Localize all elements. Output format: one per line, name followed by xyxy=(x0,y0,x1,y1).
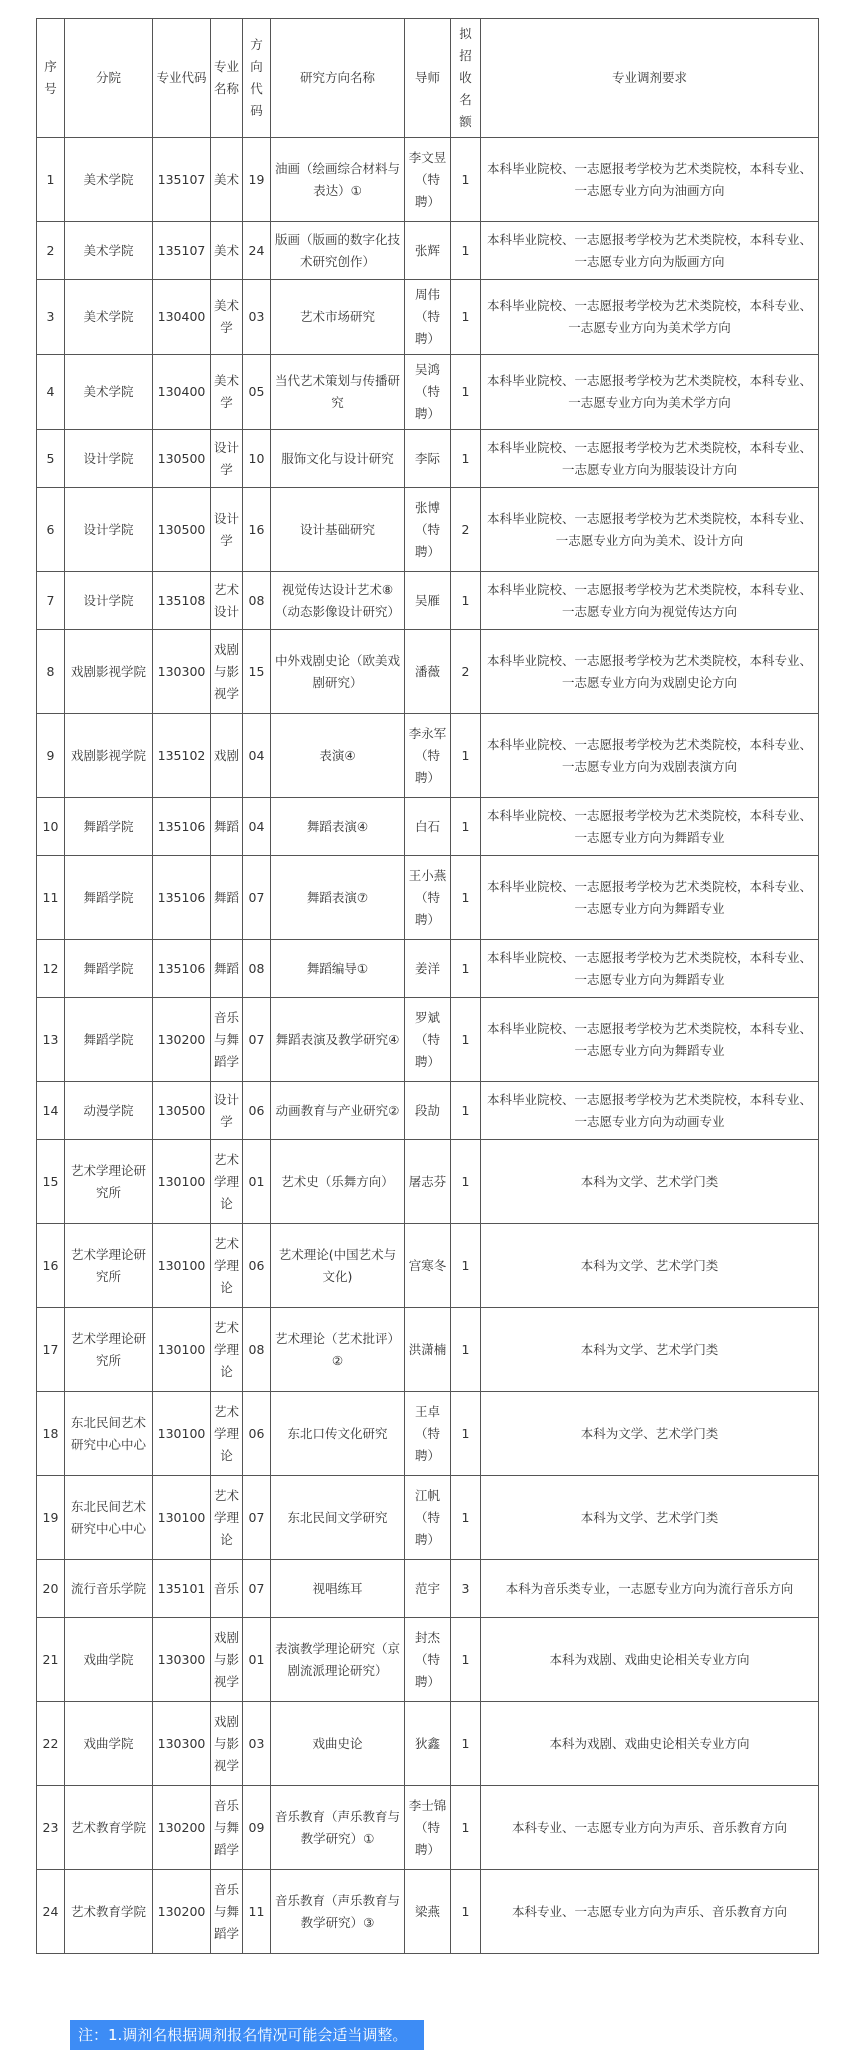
footnote: 注：1.调剂名根据调剂报名情况可能会适当调整。 xyxy=(70,2020,424,2050)
cell-direction-name: 东北口传文化研究 xyxy=(271,1392,405,1476)
cell-direction-code: 04 xyxy=(243,798,271,856)
cell-major-name: 舞蹈 xyxy=(211,940,243,998)
cell-advisor: 洪潇楠 xyxy=(405,1308,451,1392)
cell-requirements: 本科毕业院校、一志愿报考学校为艺术类院校，本科专业、一志愿专业方向为服装设计方向 xyxy=(481,430,819,488)
table-row xyxy=(37,714,819,798)
cell-quota: 1 xyxy=(451,1870,481,1954)
cell-requirements: 本科毕业院校、一志愿报考学校为艺术类院校，本科专业、一志愿专业方向为油画方向 xyxy=(481,138,819,222)
cell-direction-name: 油画（绘画综合材料与表达）① xyxy=(271,138,405,222)
cell-college: 艺术学理论研究所 xyxy=(65,1224,153,1308)
cell-college: 舞蹈学院 xyxy=(65,998,153,1082)
table-row xyxy=(37,1392,819,1476)
table-row xyxy=(37,430,819,488)
cell-index: 15 xyxy=(37,1140,65,1224)
cell-requirements: 本科为文学、艺术学门类 xyxy=(481,1224,819,1308)
cell-direction-name: 动画教育与产业研究② xyxy=(271,1082,405,1140)
cell-direction-code: 01 xyxy=(243,1140,271,1224)
table-row xyxy=(37,572,819,630)
cell-direction-code: 24 xyxy=(243,222,271,280)
cell-index: 14 xyxy=(37,1082,65,1140)
cell-advisor: 江帆（特聘） xyxy=(405,1476,451,1560)
table-row xyxy=(37,856,819,940)
cell-quota: 1 xyxy=(451,714,481,798)
cell-college: 舞蹈学院 xyxy=(65,798,153,856)
cell-major-code: 130400 xyxy=(153,355,211,430)
cell-requirements: 本科毕业院校、一志愿报考学校为艺术类院校，本科专业、一志愿专业方向为美术、设计方向 xyxy=(481,488,819,572)
cell-requirements: 本科为文学、艺术学门类 xyxy=(481,1476,819,1560)
cell-college: 美术学院 xyxy=(65,355,153,430)
cell-quota: 1 xyxy=(451,940,481,998)
cell-advisor: 潘薇 xyxy=(405,630,451,714)
table-row xyxy=(37,1870,819,1954)
cell-quota: 1 xyxy=(451,998,481,1082)
cell-direction-code: 11 xyxy=(243,1870,271,1954)
cell-college: 舞蹈学院 xyxy=(65,940,153,998)
cell-requirements: 本科毕业院校、一志愿报考学校为艺术类院校，本科专业、一志愿专业方向为动画专业 xyxy=(481,1082,819,1140)
cell-direction-code: 06 xyxy=(243,1392,271,1476)
cell-major-code: 130200 xyxy=(153,998,211,1082)
cell-major-code: 135106 xyxy=(153,798,211,856)
table-row xyxy=(37,630,819,714)
cell-major-name: 艺术学理论 xyxy=(211,1392,243,1476)
cell-major-name: 音乐 xyxy=(211,1560,243,1618)
cell-major-name: 艺术学理论 xyxy=(211,1476,243,1560)
cell-direction-code: 07 xyxy=(243,1560,271,1618)
cell-quota: 1 xyxy=(451,1140,481,1224)
cell-index: 3 xyxy=(37,280,65,355)
cell-requirements: 本科毕业院校、一志愿报考学校为艺术类院校，本科专业、一志愿专业方向为视觉传达方向 xyxy=(481,572,819,630)
cell-advisor: 王小燕（特聘） xyxy=(405,856,451,940)
table-row xyxy=(37,1140,819,1224)
cell-major-code: 130300 xyxy=(153,630,211,714)
cell-major-code: 130200 xyxy=(153,1870,211,1954)
cell-advisor: 吴鸿（特聘） xyxy=(405,355,451,430)
cell-advisor: 周伟（特聘） xyxy=(405,280,451,355)
cell-major-code: 130500 xyxy=(153,430,211,488)
cell-major-code: 135106 xyxy=(153,856,211,940)
cell-requirements: 本科毕业院校、一志愿报考学校为艺术类院校，本科专业、一志愿专业方向为美术学方向 xyxy=(481,355,819,430)
cell-major-name: 戏剧与影视学 xyxy=(211,1618,243,1702)
cell-index: 11 xyxy=(37,856,65,940)
cell-direction-name: 艺术市场研究 xyxy=(271,280,405,355)
cell-college: 设计学院 xyxy=(65,430,153,488)
cell-requirements: 本科为戏剧、戏曲史论相关专业方向 xyxy=(481,1702,819,1786)
cell-quota: 1 xyxy=(451,1392,481,1476)
cell-quota: 1 xyxy=(451,1476,481,1560)
admission-table xyxy=(36,18,819,1954)
cell-college: 戏曲学院 xyxy=(65,1702,153,1786)
cell-quota: 1 xyxy=(451,355,481,430)
cell-direction-code: 07 xyxy=(243,856,271,940)
cell-quota: 1 xyxy=(451,1082,481,1140)
admission-table-container xyxy=(36,18,818,1954)
cell-advisor: 狄鑫 xyxy=(405,1702,451,1786)
cell-direction-name: 舞蹈表演④ xyxy=(271,798,405,856)
cell-quota: 1 xyxy=(451,798,481,856)
header-direction-code: 方向代码 xyxy=(243,19,271,138)
table-row xyxy=(37,1476,819,1560)
cell-index: 1 xyxy=(37,138,65,222)
cell-quota: 3 xyxy=(451,1560,481,1618)
cell-direction-name: 舞蹈表演⑦ xyxy=(271,856,405,940)
table-row xyxy=(37,1224,819,1308)
cell-college: 动漫学院 xyxy=(65,1082,153,1140)
cell-index: 13 xyxy=(37,998,65,1082)
cell-major-code: 130100 xyxy=(153,1392,211,1476)
cell-quota: 1 xyxy=(451,1224,481,1308)
cell-index: 17 xyxy=(37,1308,65,1392)
table-row xyxy=(37,1082,819,1140)
cell-direction-code: 10 xyxy=(243,430,271,488)
cell-major-name: 戏剧 xyxy=(211,714,243,798)
cell-major-code: 130200 xyxy=(153,1786,211,1870)
table-body xyxy=(37,138,819,1954)
table-row xyxy=(37,940,819,998)
cell-college: 艺术教育学院 xyxy=(65,1870,153,1954)
cell-direction-code: 04 xyxy=(243,714,271,798)
cell-index: 4 xyxy=(37,355,65,430)
cell-college: 设计学院 xyxy=(65,488,153,572)
cell-advisor: 王卓（特聘） xyxy=(405,1392,451,1476)
cell-advisor: 张辉 xyxy=(405,222,451,280)
cell-major-name: 设计学 xyxy=(211,1082,243,1140)
cell-major-code: 135108 xyxy=(153,572,211,630)
cell-requirements: 本科毕业院校、一志愿报考学校为艺术类院校，本科专业、一志愿专业方向为戏剧表演方向 xyxy=(481,714,819,798)
cell-index: 9 xyxy=(37,714,65,798)
cell-quota: 1 xyxy=(451,138,481,222)
cell-index: 12 xyxy=(37,940,65,998)
cell-advisor: 封杰（特聘） xyxy=(405,1618,451,1702)
cell-major-name: 艺术设计 xyxy=(211,572,243,630)
cell-major-name: 音乐与舞蹈学 xyxy=(211,1870,243,1954)
cell-major-name: 音乐与舞蹈学 xyxy=(211,998,243,1082)
table-row xyxy=(37,1786,819,1870)
cell-requirements: 本科毕业院校、一志愿报考学校为艺术类院校，本科专业、一志愿专业方向为舞蹈专业 xyxy=(481,940,819,998)
cell-requirements: 本科毕业院校、一志愿报考学校为艺术类院校，本科专业、一志愿专业方向为戏剧史论方向 xyxy=(481,630,819,714)
cell-major-name: 设计学 xyxy=(211,488,243,572)
table-row xyxy=(37,798,819,856)
cell-quota: 1 xyxy=(451,1702,481,1786)
cell-requirements: 本科专业、一志愿专业方向为声乐、音乐教育方向 xyxy=(481,1870,819,1954)
cell-major-name: 设计学 xyxy=(211,430,243,488)
cell-direction-code: 15 xyxy=(243,630,271,714)
cell-direction-name: 舞蹈编导① xyxy=(271,940,405,998)
cell-advisor: 李际 xyxy=(405,430,451,488)
cell-requirements: 本科毕业院校、一志愿报考学校为艺术类院校，本科专业、一志愿专业方向为美术学方向 xyxy=(481,280,819,355)
table-row xyxy=(37,998,819,1082)
cell-college: 艺术教育学院 xyxy=(65,1786,153,1870)
cell-quota: 1 xyxy=(451,1308,481,1392)
cell-major-name: 戏剧与影视学 xyxy=(211,1702,243,1786)
table-row xyxy=(37,1308,819,1392)
cell-major-code: 130100 xyxy=(153,1308,211,1392)
cell-requirements: 本科专业、一志愿专业方向为声乐、音乐教育方向 xyxy=(481,1786,819,1870)
cell-index: 16 xyxy=(37,1224,65,1308)
cell-requirements: 本科为文学、艺术学门类 xyxy=(481,1308,819,1392)
table-header-row xyxy=(37,19,819,138)
cell-advisor: 宫寒冬 xyxy=(405,1224,451,1308)
cell-advisor: 吴雁 xyxy=(405,572,451,630)
cell-index: 20 xyxy=(37,1560,65,1618)
cell-index: 18 xyxy=(37,1392,65,1476)
header-college: 分院 xyxy=(65,19,153,138)
cell-major-name: 音乐与舞蹈学 xyxy=(211,1786,243,1870)
table-row xyxy=(37,138,819,222)
cell-requirements: 本科毕业院校、一志愿报考学校为艺术类院校，本科专业、一志愿专业方向为舞蹈专业 xyxy=(481,856,819,940)
cell-major-name: 舞蹈 xyxy=(211,798,243,856)
cell-major-code: 135107 xyxy=(153,222,211,280)
table-row xyxy=(37,1702,819,1786)
table-row xyxy=(37,1618,819,1702)
cell-college: 东北民间艺术研究中心中心 xyxy=(65,1476,153,1560)
cell-direction-name: 音乐教育（声乐教育与教学研究）① xyxy=(271,1786,405,1870)
cell-direction-name: 当代艺术策划与传播研究 xyxy=(271,355,405,430)
header-major-name: 专业名称 xyxy=(211,19,243,138)
table-row xyxy=(37,355,819,430)
cell-index: 2 xyxy=(37,222,65,280)
cell-direction-code: 05 xyxy=(243,355,271,430)
cell-quota: 2 xyxy=(451,630,481,714)
cell-requirements: 本科毕业院校、一志愿报考学校为艺术类院校，本科专业、一志愿专业方向为舞蹈专业 xyxy=(481,998,819,1082)
cell-direction-code: 19 xyxy=(243,138,271,222)
cell-advisor: 罗斌（特聘） xyxy=(405,998,451,1082)
cell-college: 艺术学理论研究所 xyxy=(65,1308,153,1392)
cell-direction-name: 艺术理论（艺术批评）② xyxy=(271,1308,405,1392)
cell-quota: 1 xyxy=(451,280,481,355)
cell-major-name: 艺术学理论 xyxy=(211,1224,243,1308)
cell-college: 戏剧影视学院 xyxy=(65,630,153,714)
cell-major-code: 130100 xyxy=(153,1224,211,1308)
cell-direction-code: 08 xyxy=(243,572,271,630)
cell-quota: 2 xyxy=(451,488,481,572)
cell-direction-name: 视唱练耳 xyxy=(271,1560,405,1618)
cell-major-name: 美术 xyxy=(211,138,243,222)
cell-direction-code: 07 xyxy=(243,998,271,1082)
cell-major-name: 美术 xyxy=(211,222,243,280)
cell-index: 10 xyxy=(37,798,65,856)
cell-advisor: 张博（特聘） xyxy=(405,488,451,572)
cell-advisor: 白石 xyxy=(405,798,451,856)
cell-major-name: 戏剧与影视学 xyxy=(211,630,243,714)
cell-quota: 1 xyxy=(451,572,481,630)
cell-major-code: 130100 xyxy=(153,1140,211,1224)
cell-college: 美术学院 xyxy=(65,222,153,280)
cell-major-code: 130500 xyxy=(153,488,211,572)
cell-direction-name: 中外戏剧史论（欧美戏剧研究） xyxy=(271,630,405,714)
cell-major-code: 130500 xyxy=(153,1082,211,1140)
cell-major-code: 135102 xyxy=(153,714,211,798)
cell-index: 23 xyxy=(37,1786,65,1870)
cell-direction-code: 01 xyxy=(243,1618,271,1702)
cell-college: 流行音乐学院 xyxy=(65,1560,153,1618)
cell-direction-name: 音乐教育（声乐教育与教学研究）③ xyxy=(271,1870,405,1954)
cell-requirements: 本科毕业院校、一志愿报考学校为艺术类院校，本科专业、一志愿专业方向为版画方向 xyxy=(481,222,819,280)
cell-major-code: 130300 xyxy=(153,1618,211,1702)
cell-direction-name: 舞蹈表演及教学研究④ xyxy=(271,998,405,1082)
cell-requirements: 本科为戏剧、戏曲史论相关专业方向 xyxy=(481,1618,819,1702)
cell-major-code: 130400 xyxy=(153,280,211,355)
cell-college: 东北民间艺术研究中心中心 xyxy=(65,1392,153,1476)
cell-major-code: 130100 xyxy=(153,1476,211,1560)
cell-advisor: 姜洋 xyxy=(405,940,451,998)
cell-direction-code: 07 xyxy=(243,1476,271,1560)
header-requirements: 专业调剂要求 xyxy=(481,19,819,138)
cell-direction-name: 设计基础研究 xyxy=(271,488,405,572)
cell-major-code: 130300 xyxy=(153,1702,211,1786)
cell-major-code: 135107 xyxy=(153,138,211,222)
cell-college: 戏曲学院 xyxy=(65,1618,153,1702)
cell-major-name: 艺术学理论 xyxy=(211,1308,243,1392)
cell-major-name: 美术学 xyxy=(211,355,243,430)
cell-advisor: 梁燕 xyxy=(405,1870,451,1954)
cell-major-code: 135101 xyxy=(153,1560,211,1618)
cell-index: 24 xyxy=(37,1870,65,1954)
cell-college: 舞蹈学院 xyxy=(65,856,153,940)
cell-direction-code: 08 xyxy=(243,940,271,998)
cell-direction-name: 视觉传达设计艺术⑧（动态影像设计研究） xyxy=(271,572,405,630)
cell-index: 6 xyxy=(37,488,65,572)
cell-direction-code: 03 xyxy=(243,1702,271,1786)
cell-quota: 1 xyxy=(451,222,481,280)
cell-quota: 1 xyxy=(451,430,481,488)
cell-major-code: 135106 xyxy=(153,940,211,998)
header-index: 序号 xyxy=(37,19,65,138)
cell-college: 戏剧影视学院 xyxy=(65,714,153,798)
cell-index: 7 xyxy=(37,572,65,630)
cell-advisor: 屠志芬 xyxy=(405,1140,451,1224)
cell-direction-code: 03 xyxy=(243,280,271,355)
cell-direction-name: 服饰文化与设计研究 xyxy=(271,430,405,488)
cell-requirements: 本科为文学、艺术学门类 xyxy=(481,1392,819,1476)
cell-major-name: 艺术学理论 xyxy=(211,1140,243,1224)
table-row xyxy=(37,222,819,280)
cell-requirements: 本科为音乐类专业，一志愿专业方向为流行音乐方向 xyxy=(481,1560,819,1618)
cell-advisor: 李士锦（特聘） xyxy=(405,1786,451,1870)
cell-direction-name: 表演教学理论研究（京剧流派理论研究） xyxy=(271,1618,405,1702)
cell-advisor: 李永军（特聘） xyxy=(405,714,451,798)
cell-advisor: 段劼 xyxy=(405,1082,451,1140)
cell-index: 21 xyxy=(37,1618,65,1702)
cell-direction-name: 艺术理论(中国艺术与文化) xyxy=(271,1224,405,1308)
cell-college: 美术学院 xyxy=(65,138,153,222)
cell-quota: 1 xyxy=(451,856,481,940)
header-direction-name: 研究方向名称 xyxy=(271,19,405,138)
cell-quota: 1 xyxy=(451,1786,481,1870)
cell-requirements: 本科毕业院校、一志愿报考学校为艺术类院校，本科专业、一志愿专业方向为舞蹈专业 xyxy=(481,798,819,856)
cell-index: 22 xyxy=(37,1702,65,1786)
cell-index: 5 xyxy=(37,430,65,488)
cell-direction-code: 06 xyxy=(243,1224,271,1308)
cell-direction-code: 06 xyxy=(243,1082,271,1140)
cell-college: 美术学院 xyxy=(65,280,153,355)
table-row xyxy=(37,280,819,355)
table-row xyxy=(37,1560,819,1618)
header-quota: 拟招收名额 xyxy=(451,19,481,138)
cell-college: 设计学院 xyxy=(65,572,153,630)
cell-quota: 1 xyxy=(451,1618,481,1702)
cell-index: 8 xyxy=(37,630,65,714)
header-major-code: 专业代码 xyxy=(153,19,211,138)
cell-direction-name: 艺术史（乐舞方向） xyxy=(271,1140,405,1224)
cell-major-name: 舞蹈 xyxy=(211,856,243,940)
cell-direction-code: 16 xyxy=(243,488,271,572)
cell-college: 艺术学理论研究所 xyxy=(65,1140,153,1224)
cell-direction-name: 表演④ xyxy=(271,714,405,798)
cell-major-name: 美术学 xyxy=(211,280,243,355)
cell-direction-code: 09 xyxy=(243,1786,271,1870)
cell-direction-name: 东北民间文学研究 xyxy=(271,1476,405,1560)
cell-advisor: 范宇 xyxy=(405,1560,451,1618)
cell-direction-name: 版画（版画的数字化技术研究创作） xyxy=(271,222,405,280)
cell-index: 19 xyxy=(37,1476,65,1560)
cell-direction-name: 戏曲史论 xyxy=(271,1702,405,1786)
table-row xyxy=(37,488,819,572)
header-advisor: 导师 xyxy=(405,19,451,138)
cell-requirements: 本科为文学、艺术学门类 xyxy=(481,1140,819,1224)
cell-advisor: 李文昱（特聘） xyxy=(405,138,451,222)
cell-direction-code: 08 xyxy=(243,1308,271,1392)
